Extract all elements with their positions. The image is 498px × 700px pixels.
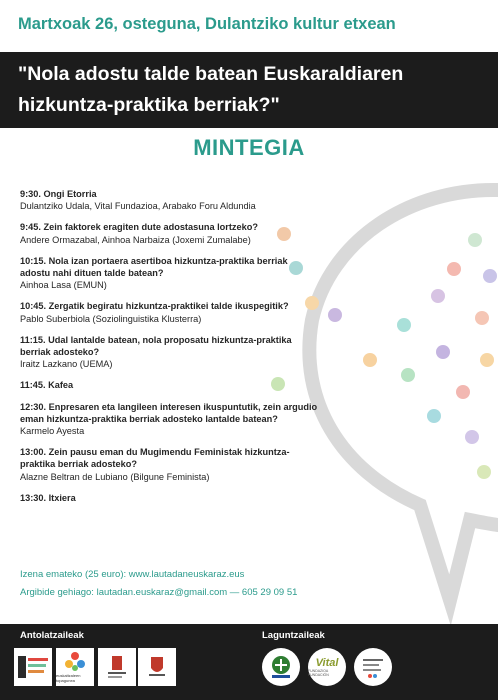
registration-link[interactable]: Izena emateko (25 euro): www.lautadaneuskaraz.eus [20,569,245,580]
lautadan-euskaraz-logo [14,648,52,686]
program-list [20,188,330,513]
contact-email-phone[interactable]: Argibide gehiago: lautadan.euskaraz@gmail.com — 605 29 09 51 [20,587,298,598]
sponsors-label: Laguntzaileak [262,630,325,641]
title-line-2: hizkuntza-praktika berriak?" [18,94,280,116]
organizers-label: Antolatzaileak [20,630,84,641]
event-type-heading: MINTEGIA [193,135,305,160]
program-item: 9:30. Ongi Etorria Dulantziko Udala, Vital Fundazioa, Arabako Foru Aldundia [20,189,256,212]
arabako-foru-aldundia-logo [98,648,136,686]
program-item: 10:15. Nola izan portaera asertiboa hizkuntza-praktika berriak adostu nahi dituen talde batean? Ainhoa Lasa (EMUN) [20,255,288,291]
program-item: 13:00. Zein pausu eman du Mugimendu Feministak hizkuntza-praktika berriak adosteko? Alazne Beltran de Lubiano (Bilgune Feminista) [20,447,290,482]
program-item: 12:30. Enpresaren eta langileen interesen ikuspuntutik, zein argudio eman hizkuntza-praktika berriak adosteko lantalde batean? Karmelo Ayesta [20,401,318,437]
program-item: 9:45. Zein faktorek eragiten dute adostasuna lortzeko? Andere Ormazabal, Ainhoa Narbaiza (Joxemi Zumalabe) [20,222,258,245]
program-item: 11:45. Kafea [20,380,74,391]
program-item: 13:30. Itxiera [20,492,76,503]
basque-government-logo [262,648,300,686]
contact-info [20,566,297,602]
title-line-1: "Nola adostu talde batean Euskaraldiaren [18,63,404,85]
vital-fundazioa-logo: Vital FUNDAZIOA FUNDACIÓN [308,648,346,686]
footer-band [0,624,498,700]
date-location-line: Martxoak 26, osteguna, Dulantziko kultur etxean [0,0,498,48]
program-item: 11:15. Udal lantalde batean, nola proposatu hizkuntza-praktika berriak adosteko? Iraitz Lazkano (UEMA) [20,334,292,370]
program-item: 10:45. Zergatik begiratu hizkuntza-praktikei talde ikuspegitik? Pablo Suberbiola (Soziolinguistika Klusterra) [20,301,289,324]
dulantziko-udala-logo [138,648,176,686]
title-band [0,52,498,128]
euskaltzaleen-topagunea-logo: euskaltzaleen topagunea [56,648,94,686]
partner-logo [354,648,392,686]
